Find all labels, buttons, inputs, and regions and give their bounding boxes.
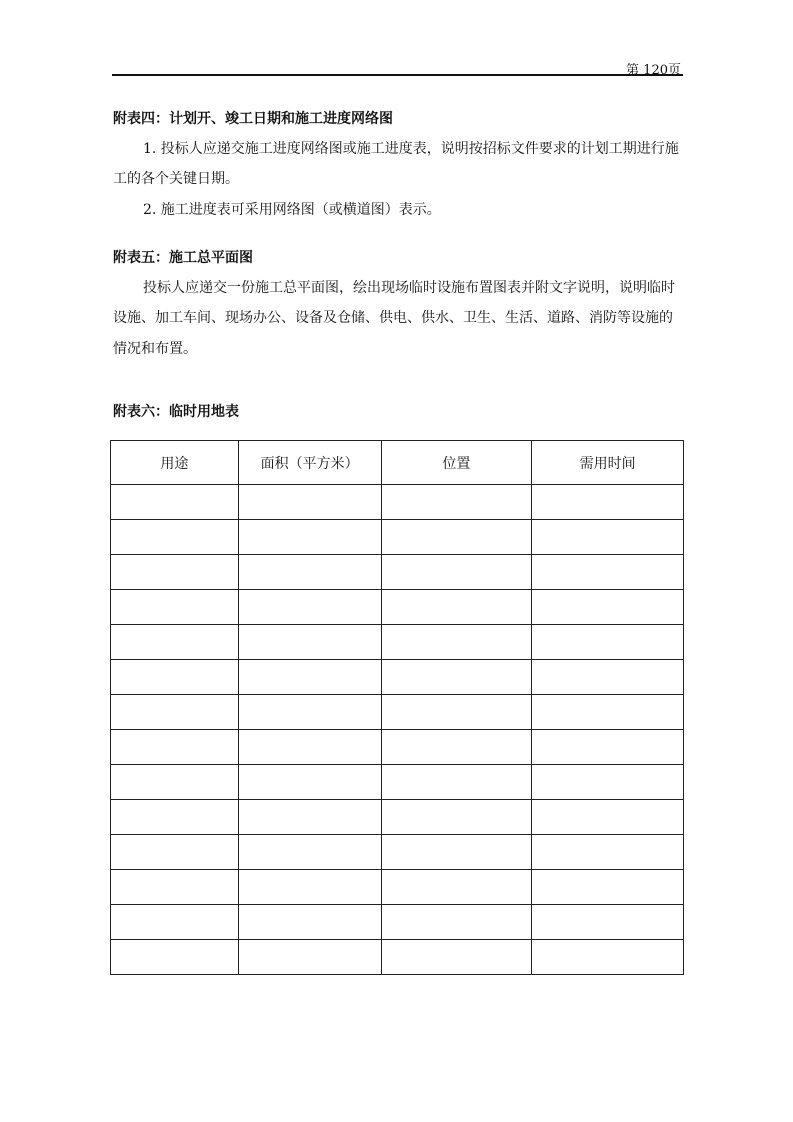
table-cell <box>532 730 684 765</box>
table-row <box>111 905 684 940</box>
table-cell <box>381 730 532 765</box>
table-row <box>111 660 684 695</box>
table-cell <box>381 940 532 975</box>
table-cell <box>532 800 684 835</box>
table-cell <box>238 905 381 940</box>
section5-title: 附表五：施工总平面图 <box>113 250 253 266</box>
table-cell <box>111 800 239 835</box>
table-cell <box>111 905 239 940</box>
table-cell <box>381 555 532 590</box>
table-cell <box>111 485 239 520</box>
table-row <box>111 870 684 905</box>
section5-line2: 设施、加工车间、现场办公、设备及仓储、供电、供水、卫生、生活、道路、消防等设施的 <box>113 310 673 326</box>
table-cell <box>238 800 381 835</box>
table-cell <box>532 520 684 555</box>
table-cell <box>381 870 532 905</box>
section5-line1: 投标人应递交一份施工总平面图，绘出现场临时设施布置图表并附文字说明，说明临时 <box>143 280 675 296</box>
table-cell <box>111 660 239 695</box>
table-cell <box>532 555 684 590</box>
table-row <box>111 765 684 800</box>
table-cell <box>381 695 532 730</box>
table-row <box>111 730 684 765</box>
table-cell <box>381 590 532 625</box>
table-cell <box>532 940 684 975</box>
table-cell <box>238 695 381 730</box>
section4-title: 附表四：计划开、竣工日期和施工进度网络图 <box>113 111 393 127</box>
section4-item2: 2. 施工进度表可采用网络图（或横道图）表示。 <box>143 202 441 218</box>
table-cell <box>111 625 239 660</box>
section4-item1-line1: 1. 投标人应递交施工进度网络图或施工进度表，说明按招标文件要求的计划工期进行施 <box>143 141 679 157</box>
table-cell <box>238 520 381 555</box>
table-cell <box>381 660 532 695</box>
table-row <box>111 590 684 625</box>
table-cell <box>238 730 381 765</box>
col-header-usage: 用途 <box>111 441 239 485</box>
table-row <box>111 695 684 730</box>
table-cell <box>381 625 532 660</box>
col-header-time-required: 需用时间 <box>532 441 684 485</box>
table-cell <box>532 625 684 660</box>
table-row <box>111 485 684 520</box>
table-cell <box>381 800 532 835</box>
table-cell <box>111 555 239 590</box>
table-cell <box>532 485 684 520</box>
section6-title: 附表六：临时用地表 <box>113 404 239 420</box>
table-row <box>111 800 684 835</box>
table-cell <box>532 765 684 800</box>
section5-line3: 情况和布置。 <box>113 341 197 357</box>
table-cell <box>381 520 532 555</box>
table-cell <box>381 485 532 520</box>
table-row <box>111 555 684 590</box>
table-cell <box>238 765 381 800</box>
table-cell <box>532 660 684 695</box>
table-cell <box>111 835 239 870</box>
table-row <box>111 940 684 975</box>
table-cell <box>238 940 381 975</box>
col-header-location: 位置 <box>381 441 532 485</box>
table-cell <box>532 590 684 625</box>
table-cell <box>111 940 239 975</box>
page-number: 第 120页 <box>626 63 681 78</box>
table-cell <box>532 870 684 905</box>
section4-item1-line2: 工的各个关键日期。 <box>113 171 239 187</box>
table-cell <box>111 765 239 800</box>
table-cell <box>111 870 239 905</box>
table-cell <box>238 660 381 695</box>
table-row <box>111 625 684 660</box>
table-row <box>111 520 684 555</box>
table-cell <box>238 625 381 660</box>
table-cell <box>111 695 239 730</box>
table-cell <box>532 695 684 730</box>
table-cell <box>532 905 684 940</box>
table-cell <box>238 555 381 590</box>
table-row <box>111 835 684 870</box>
table-cell <box>381 905 532 940</box>
table-cell <box>111 730 239 765</box>
table-body <box>111 485 684 975</box>
table-cell <box>532 835 684 870</box>
table-cell <box>238 590 381 625</box>
table-cell <box>111 590 239 625</box>
table-cell <box>381 765 532 800</box>
header-rule <box>112 74 683 76</box>
table-cell <box>111 520 239 555</box>
table-header-row <box>111 441 684 485</box>
temporary-land-table <box>110 440 684 975</box>
col-header-area: 面积（平方米） <box>238 441 381 485</box>
table-cell <box>238 485 381 520</box>
table-cell <box>238 870 381 905</box>
table-cell <box>238 835 381 870</box>
table-cell <box>381 835 532 870</box>
